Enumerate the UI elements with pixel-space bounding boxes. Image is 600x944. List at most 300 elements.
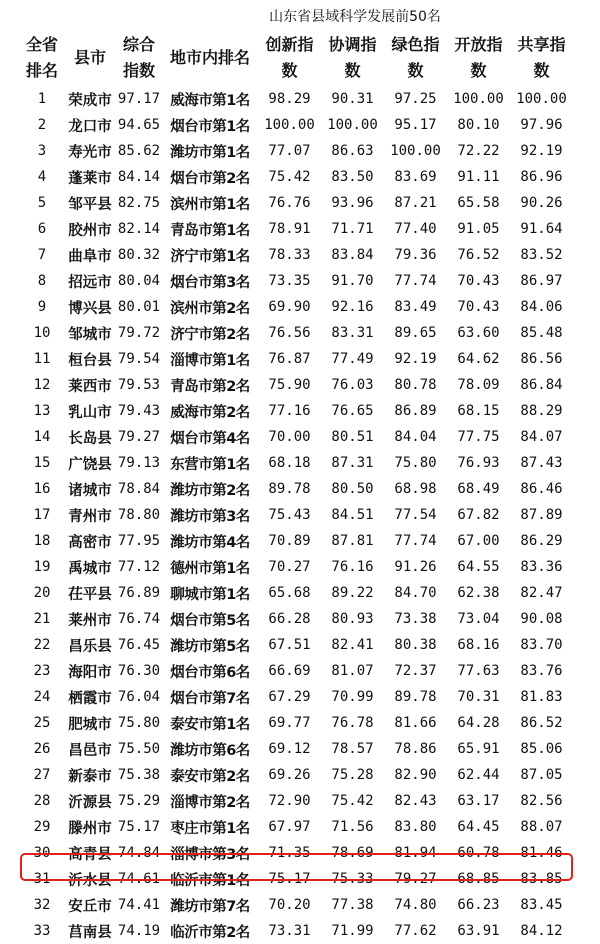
city-rank-cell: 淄博市第3名 [170, 846, 250, 863]
city-rank-cell: 潍坊市第7名 [170, 898, 250, 915]
green-cell: 89.78 [394, 689, 437, 705]
sharing-cell: 84.12 [520, 923, 563, 939]
county-cell: 莒南县 [68, 924, 112, 941]
innovation-cell: 72.90 [268, 793, 311, 809]
openness-cell: 68.49 [457, 481, 500, 497]
green-cell: 72.37 [394, 663, 437, 679]
city-rank-cell: 潍坊市第6名 [170, 742, 250, 759]
rank-cell: 19 [33, 559, 51, 575]
innovation-cell: 68.18 [268, 455, 311, 471]
coordination-cell: 76.03 [331, 377, 374, 393]
table-row [20, 736, 573, 762]
green-cell: 84.04 [394, 429, 437, 445]
composite-cell: 77.12 [117, 559, 161, 575]
city-rank-cell: 潍坊市第4名 [170, 534, 250, 551]
rank-cell: 21 [33, 611, 51, 627]
openness-cell: 62.44 [457, 767, 500, 783]
innovation-cell: 73.31 [268, 923, 311, 939]
header-innovation-line: 创新指 [265, 35, 314, 54]
table-row [20, 268, 573, 294]
county-cell: 新泰市 [68, 768, 112, 785]
table-row [20, 892, 573, 918]
sharing-cell: 88.29 [520, 403, 563, 419]
table-row [20, 242, 573, 268]
sharing-cell: 84.07 [520, 429, 563, 445]
sharing-cell: 87.89 [520, 507, 563, 523]
table-title: 山东省县域科学发展前50名 [269, 9, 441, 25]
innovation-cell: 77.07 [268, 143, 311, 159]
rank-cell: 32 [33, 897, 51, 913]
openness-cell: 67.00 [457, 533, 500, 549]
openness-cell: 65.58 [457, 195, 500, 211]
coordination-cell: 70.99 [331, 689, 374, 705]
city-rank-cell: 青岛市第1名 [170, 222, 250, 239]
county-cell: 莱西市 [68, 378, 112, 395]
county-cell: 海阳市 [68, 664, 112, 681]
composite-cell: 75.17 [117, 819, 161, 835]
sharing-cell: 82.56 [520, 793, 563, 809]
composite-cell: 76.30 [117, 663, 161, 679]
coordination-cell: 93.96 [331, 195, 374, 211]
green-cell: 77.40 [394, 221, 437, 237]
green-cell: 68.98 [394, 481, 437, 497]
county-cell: 茌平县 [68, 586, 112, 603]
sharing-cell: 100.00 [516, 91, 567, 107]
green-cell: 75.80 [394, 455, 437, 471]
rank-cell: 4 [37, 169, 47, 185]
county-cell: 栖霞市 [68, 690, 112, 707]
coordination-cell: 84.51 [331, 507, 374, 523]
sharing-cell: 85.48 [520, 325, 563, 341]
header-innovation-line: 数 [281, 61, 298, 80]
sharing-cell: 85.06 [520, 741, 563, 757]
composite-cell: 80.32 [117, 247, 161, 263]
table-row [20, 320, 573, 346]
rank-cell: 2 [37, 117, 47, 133]
sharing-cell: 86.52 [520, 715, 563, 731]
sharing-cell: 91.64 [520, 221, 563, 237]
rank-cell: 18 [33, 533, 51, 549]
table-row [20, 86, 573, 112]
innovation-cell: 69.90 [268, 299, 311, 315]
sharing-cell: 86.56 [520, 351, 563, 367]
sharing-cell: 86.29 [520, 533, 563, 549]
openness-cell: 100.00 [453, 91, 504, 107]
green-cell: 74.80 [394, 897, 437, 913]
county-cell: 高密市 [68, 534, 112, 551]
coordination-cell: 89.22 [331, 585, 374, 601]
rank-cell: 6 [37, 221, 47, 237]
openness-cell: 64.45 [457, 819, 500, 835]
green-cell: 83.80 [394, 819, 437, 835]
header-openness-line: 开放指 [454, 35, 503, 54]
openness-cell: 68.16 [457, 637, 500, 653]
rank-cell: 16 [33, 481, 51, 497]
green-cell: 89.65 [394, 325, 437, 341]
city-rank-cell: 临沂市第1名 [170, 872, 250, 889]
composite-cell: 79.13 [117, 455, 161, 471]
table-body [20, 86, 573, 944]
county-cell: 桓台县 [68, 352, 112, 369]
table-row [20, 580, 573, 606]
sharing-cell: 84.06 [520, 299, 563, 315]
rank-cell: 25 [33, 715, 51, 731]
composite-cell: 74.41 [117, 897, 161, 913]
coordination-cell: 71.99 [331, 923, 374, 939]
coordination-cell: 75.42 [331, 793, 374, 809]
composite-cell: 79.72 [117, 325, 161, 341]
sharing-cell: 86.97 [520, 273, 563, 289]
county-cell: 沂水县 [68, 872, 112, 889]
green-cell: 77.74 [394, 533, 437, 549]
header-sharing-line: 共享指 [517, 35, 566, 54]
composite-cell: 76.04 [117, 689, 161, 705]
composite-cell: 82.75 [117, 195, 161, 211]
table-row [20, 762, 573, 788]
green-cell: 86.89 [394, 403, 437, 419]
sharing-cell: 83.76 [520, 663, 563, 679]
table-row [20, 112, 573, 138]
rank-cell: 9 [37, 299, 47, 315]
city-rank-cell: 烟台市第3名 [170, 274, 250, 291]
table-row [20, 866, 573, 892]
county-cell: 乳山市 [68, 404, 112, 421]
sharing-cell: 86.84 [520, 377, 563, 393]
composite-cell: 75.50 [117, 741, 161, 757]
composite-cell: 94.65 [117, 117, 161, 133]
openness-cell: 70.31 [457, 689, 500, 705]
composite-cell: 85.62 [117, 143, 161, 159]
table-row [20, 372, 573, 398]
innovation-cell: 67.51 [268, 637, 311, 653]
header-green-line: 绿色指 [391, 35, 440, 54]
rank-cell: 22 [33, 637, 51, 653]
composite-cell: 79.53 [117, 377, 161, 393]
rank-cell: 13 [33, 403, 51, 419]
table-row [20, 476, 573, 502]
coordination-cell: 91.70 [331, 273, 374, 289]
rank-cell: 29 [33, 819, 51, 835]
table-row [20, 554, 573, 580]
city-rank-cell: 德州市第1名 [170, 560, 250, 577]
county-cell: 龙口市 [68, 118, 112, 135]
city-rank-cell: 聊城市第1名 [170, 586, 250, 603]
table-row [20, 450, 573, 476]
sharing-cell: 87.05 [520, 767, 563, 783]
innovation-cell: 76.87 [268, 351, 311, 367]
county-cell: 胶州市 [68, 222, 112, 239]
green-cell: 77.74 [394, 273, 437, 289]
composite-cell: 78.84 [117, 481, 161, 497]
header-green-line: 数 [407, 61, 424, 80]
innovation-cell: 70.27 [268, 559, 311, 575]
composite-cell: 76.45 [117, 637, 161, 653]
openness-cell: 64.62 [457, 351, 500, 367]
composite-cell: 75.29 [117, 793, 161, 809]
city-rank-cell: 济宁市第1名 [170, 248, 250, 265]
green-cell: 87.21 [394, 195, 437, 211]
city-rank-cell: 枣庄市第1名 [170, 820, 250, 837]
header-county [64, 30, 116, 86]
header-coordination [321, 30, 384, 86]
innovation-cell: 66.28 [268, 611, 311, 627]
table-row [20, 216, 573, 242]
coordination-cell: 86.63 [331, 143, 374, 159]
header-rank [20, 30, 64, 86]
green-cell: 78.86 [394, 741, 437, 757]
county-cell: 邹城市 [68, 326, 112, 343]
coordination-cell: 90.31 [331, 91, 374, 107]
rank-cell: 33 [33, 923, 51, 939]
green-cell: 92.19 [394, 351, 437, 367]
table-row [20, 138, 573, 164]
city-rank-cell: 烟台市第6名 [170, 664, 250, 681]
header-rank-line: 排名 [25, 61, 58, 80]
sharing-cell: 90.08 [520, 611, 563, 627]
sharing-cell: 81.46 [520, 845, 563, 861]
green-cell: 79.27 [394, 871, 437, 887]
coordination-cell: 77.38 [331, 897, 374, 913]
table-row [20, 918, 573, 944]
green-cell: 80.78 [394, 377, 437, 393]
openness-cell: 63.17 [457, 793, 500, 809]
innovation-cell: 75.42 [268, 169, 311, 185]
coordination-cell: 75.33 [331, 871, 374, 887]
county-cell: 肥城市 [68, 716, 112, 733]
rank-cell: 17 [33, 507, 51, 523]
innovation-cell: 78.33 [268, 247, 311, 263]
innovation-cell: 70.00 [268, 429, 311, 445]
sharing-cell: 83.45 [520, 897, 563, 913]
innovation-cell: 69.26 [268, 767, 311, 783]
city-rank-cell: 潍坊市第5名 [170, 638, 250, 655]
openness-cell: 62.38 [457, 585, 500, 601]
coordination-cell: 83.84 [331, 247, 374, 263]
green-cell: 84.70 [394, 585, 437, 601]
green-cell: 73.38 [394, 611, 437, 627]
city-rank-cell: 淄博市第1名 [170, 352, 250, 369]
county-cell: 安丘市 [68, 898, 112, 915]
city-rank-cell: 烟台市第2名 [170, 170, 250, 187]
county-cell: 曲阜市 [68, 248, 112, 265]
innovation-cell: 73.35 [268, 273, 311, 289]
sharing-cell: 81.83 [520, 689, 563, 705]
county-cell: 博兴县 [68, 300, 112, 317]
innovation-cell: 78.91 [268, 221, 311, 237]
table-row [20, 346, 573, 372]
county-cell: 禹城市 [68, 560, 112, 577]
city-rank-cell: 潍坊市第3名 [170, 508, 250, 525]
innovation-cell: 76.76 [268, 195, 311, 211]
rank-cell: 27 [33, 767, 51, 783]
county-cell: 寿光市 [68, 144, 112, 161]
sharing-cell: 83.52 [520, 247, 563, 263]
rank-cell: 7 [37, 247, 47, 263]
rank-cell: 14 [33, 429, 51, 445]
rank-cell: 20 [33, 585, 51, 601]
sharing-cell: 83.70 [520, 637, 563, 653]
header-coordination-line: 数 [344, 61, 361, 80]
header-innovation [258, 30, 321, 86]
coordination-cell: 75.28 [331, 767, 374, 783]
coordination-cell: 71.56 [331, 819, 374, 835]
table-row [20, 658, 573, 684]
table-row [20, 164, 573, 190]
composite-cell: 76.89 [117, 585, 161, 601]
openness-cell: 66.23 [457, 897, 500, 913]
composite-cell: 74.19 [117, 923, 161, 939]
coordination-cell: 82.41 [331, 637, 374, 653]
coordination-cell: 76.78 [331, 715, 374, 731]
county-cell: 昌乐县 [68, 638, 112, 655]
rank-cell: 3 [37, 143, 47, 159]
header-composite [116, 30, 162, 86]
county-cell: 招远市 [68, 274, 112, 291]
composite-cell: 77.95 [117, 533, 161, 549]
table-row [20, 190, 573, 216]
composite-cell: 79.27 [117, 429, 161, 445]
composite-cell: 80.04 [117, 273, 161, 289]
innovation-cell: 75.90 [268, 377, 311, 393]
city-rank-cell: 淄博市第2名 [170, 794, 250, 811]
green-cell: 97.25 [394, 91, 437, 107]
coordination-cell: 78.69 [331, 845, 374, 861]
city-rank-cell: 烟台市第4名 [170, 430, 250, 447]
coordination-cell: 92.16 [331, 299, 374, 315]
header-composite-line: 指数 [122, 61, 155, 80]
city-rank-cell: 济宁市第2名 [170, 326, 250, 343]
innovation-cell: 76.56 [268, 325, 311, 341]
coordination-cell: 83.50 [331, 169, 374, 185]
county-cell: 昌邑市 [68, 742, 112, 759]
composite-cell: 79.43 [117, 403, 161, 419]
coordination-cell: 77.49 [331, 351, 374, 367]
openness-cell: 63.91 [457, 923, 500, 939]
table-row [20, 528, 573, 554]
city-rank-cell: 泰安市第1名 [170, 716, 250, 733]
green-cell: 77.62 [394, 923, 437, 939]
green-cell: 83.69 [394, 169, 437, 185]
coordination-cell: 76.65 [331, 403, 374, 419]
sharing-cell: 87.43 [520, 455, 563, 471]
header-sharing-line: 数 [533, 61, 550, 80]
green-cell: 91.26 [394, 559, 437, 575]
green-cell: 100.00 [390, 143, 441, 159]
composite-cell: 75.38 [117, 767, 161, 783]
composite-cell: 79.54 [117, 351, 161, 367]
county-cell: 青州市 [68, 508, 112, 525]
coordination-cell: 81.07 [331, 663, 374, 679]
coordination-cell: 87.31 [331, 455, 374, 471]
openness-cell: 73.04 [457, 611, 500, 627]
city-rank-cell: 烟台市第5名 [170, 612, 250, 629]
coordination-cell: 80.51 [331, 429, 374, 445]
composite-cell: 82.14 [117, 221, 161, 237]
coordination-cell: 87.81 [331, 533, 374, 549]
city-rank-cell: 青岛市第2名 [170, 378, 250, 395]
rank-cell: 12 [33, 377, 51, 393]
sharing-cell: 86.46 [520, 481, 563, 497]
county-cell: 荣成市 [68, 92, 112, 109]
openness-cell: 63.60 [457, 325, 500, 341]
table-row [20, 684, 573, 710]
openness-cell: 91.05 [457, 221, 500, 237]
innovation-cell: 100.00 [264, 117, 315, 133]
city-rank-cell: 滨州市第1名 [170, 196, 250, 213]
header-green [384, 30, 447, 86]
county-cell: 沂源县 [68, 794, 112, 811]
table-row [20, 632, 573, 658]
openness-cell: 68.15 [457, 403, 500, 419]
header-rank-line: 全省 [25, 35, 58, 54]
header-composite-line: 综合 [122, 35, 155, 54]
composite-cell: 76.74 [117, 611, 161, 627]
city-rank-cell: 东营市第1名 [170, 456, 250, 473]
county-cell: 邹平县 [68, 196, 112, 213]
openness-cell: 76.93 [457, 455, 500, 471]
coordination-cell: 80.50 [331, 481, 374, 497]
table-row [20, 398, 573, 424]
openness-cell: 91.11 [457, 169, 500, 185]
innovation-cell: 69.12 [268, 741, 311, 757]
city-rank-cell: 烟台市第7名 [170, 690, 250, 707]
county-cell: 蓬莱市 [68, 170, 112, 187]
city-rank-cell: 潍坊市第2名 [170, 482, 250, 499]
innovation-cell: 75.43 [268, 507, 311, 523]
coordination-cell: 83.31 [331, 325, 374, 341]
green-cell: 81.66 [394, 715, 437, 731]
openness-cell: 70.43 [457, 273, 500, 289]
rank-cell: 23 [33, 663, 51, 679]
coordination-cell: 80.93 [331, 611, 374, 627]
rank-cell: 1 [37, 91, 47, 107]
coordination-cell: 71.71 [331, 221, 374, 237]
table-row [20, 606, 573, 632]
innovation-cell: 98.29 [268, 91, 311, 107]
openness-cell: 68.85 [457, 871, 500, 887]
sharing-cell: 90.26 [520, 195, 563, 211]
innovation-cell: 71.35 [268, 845, 311, 861]
openness-cell: 77.75 [457, 429, 500, 445]
innovation-cell: 75.17 [268, 871, 311, 887]
header-county-line: 县市 [73, 48, 106, 67]
innovation-cell: 70.89 [268, 533, 311, 549]
table-row [20, 502, 573, 528]
composite-cell: 75.80 [117, 715, 161, 731]
composite-cell: 74.61 [117, 871, 161, 887]
innovation-cell: 67.29 [268, 689, 311, 705]
green-cell: 81.94 [394, 845, 437, 861]
rank-cell: 5 [37, 195, 47, 211]
table-row [20, 840, 573, 866]
composite-cell: 97.17 [117, 91, 161, 107]
openness-cell: 65.91 [457, 741, 500, 757]
city-rank-cell: 滨州市第2名 [170, 300, 250, 317]
city-rank-cell: 威海市第2名 [170, 404, 250, 421]
innovation-cell: 66.69 [268, 663, 311, 679]
green-cell: 95.17 [394, 117, 437, 133]
sharing-cell: 86.96 [520, 169, 563, 185]
header-coordination-line: 协调指 [328, 35, 377, 54]
city-rank-cell: 威海市第1名 [170, 92, 250, 109]
openness-cell: 64.28 [457, 715, 500, 731]
table-row [20, 788, 573, 814]
city-rank-cell: 临沂市第2名 [170, 924, 250, 941]
rank-cell: 8 [37, 273, 47, 289]
header-row [20, 30, 573, 86]
city-rank-cell: 泰安市第2名 [170, 768, 250, 785]
coordination-cell: 100.00 [327, 117, 378, 133]
